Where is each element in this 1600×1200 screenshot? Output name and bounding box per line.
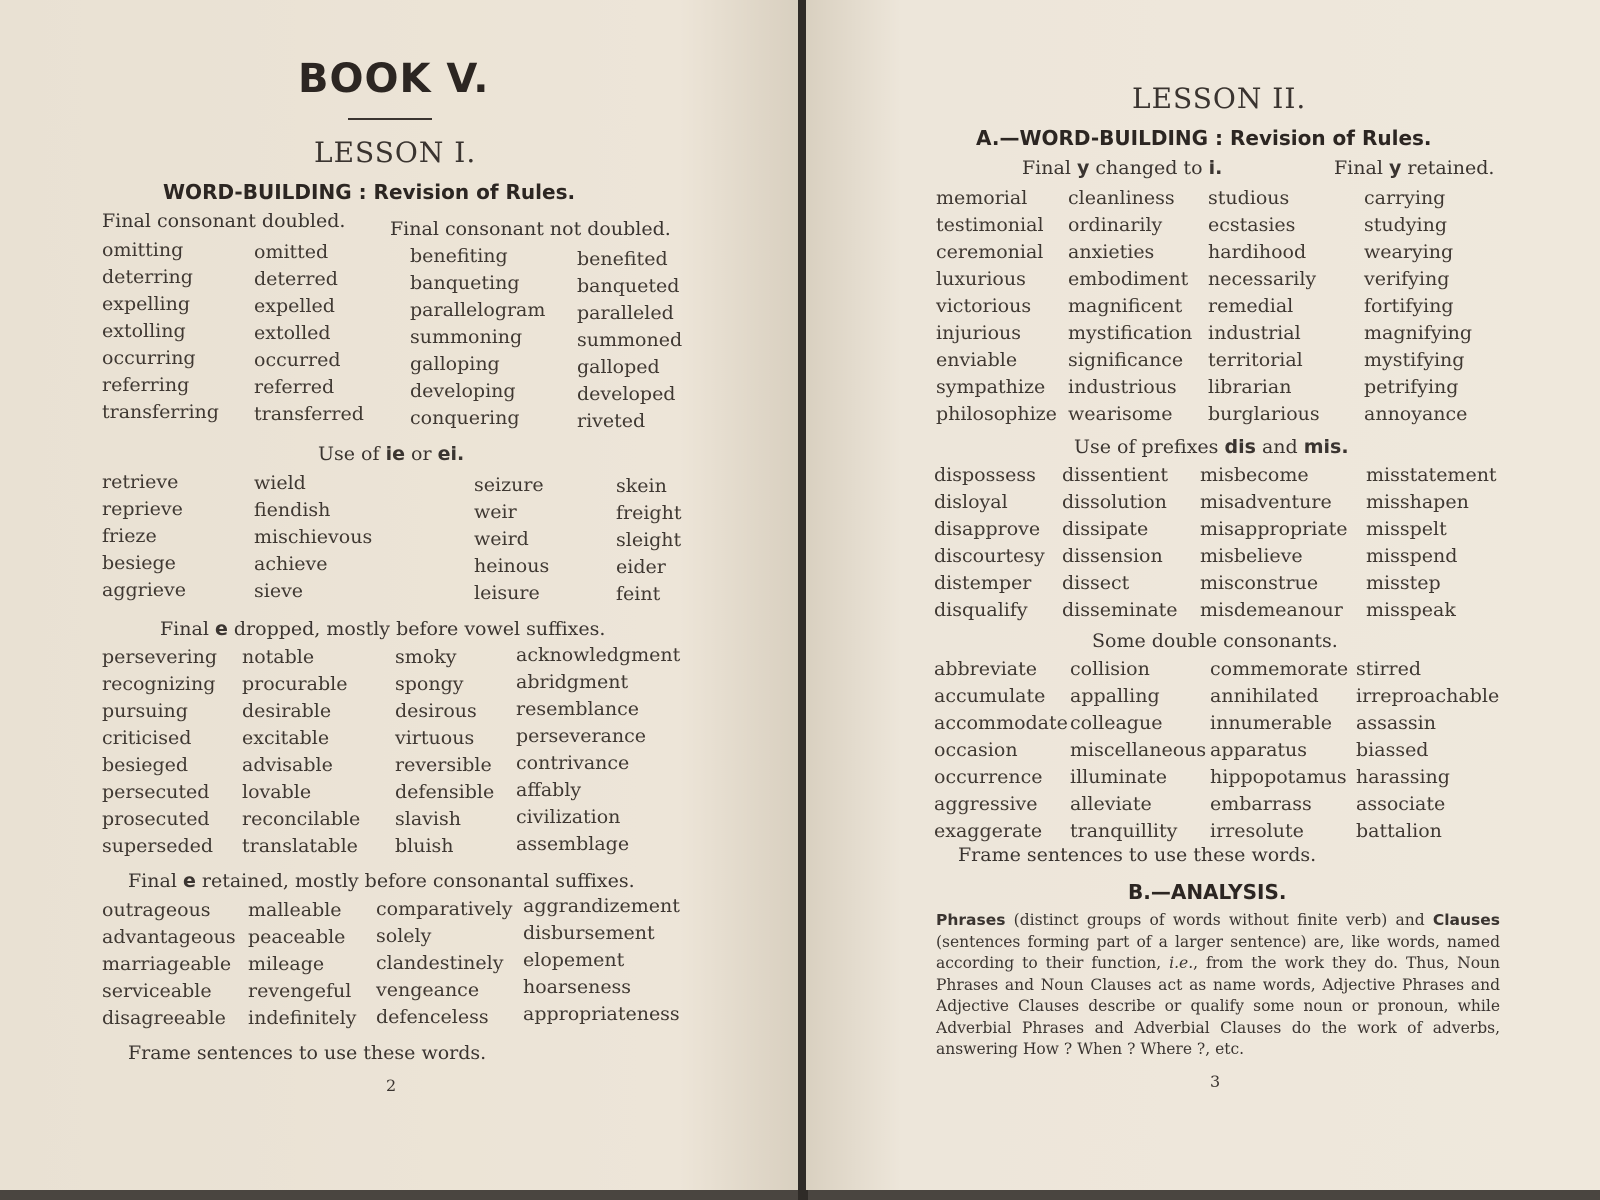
word: vengeance xyxy=(376,979,480,1001)
word: retrieve xyxy=(102,471,179,493)
word: eider xyxy=(616,556,666,578)
word: conquering xyxy=(410,407,520,429)
word-column xyxy=(102,897,236,1032)
lesson-title: LESSON II. xyxy=(1132,82,1307,115)
word: transferred xyxy=(254,403,364,425)
word: banqueting xyxy=(410,272,520,294)
word: irreproachable xyxy=(1356,685,1500,707)
term-phrases: Phrases xyxy=(936,911,1006,929)
text: Use of xyxy=(318,443,386,465)
word: hoarseness xyxy=(523,976,632,998)
word-column xyxy=(1210,656,1348,845)
word: embodiment xyxy=(1068,268,1189,290)
word: notable xyxy=(242,646,315,668)
word-column xyxy=(936,185,1057,428)
word-column xyxy=(1356,656,1499,845)
word: occurrence xyxy=(934,766,1043,788)
word-column xyxy=(242,644,360,860)
word: assassin xyxy=(1356,712,1436,734)
word: enviable xyxy=(936,349,1018,371)
word: transferring xyxy=(102,401,219,423)
word: excitable xyxy=(242,727,330,749)
analysis-paragraph xyxy=(936,910,1500,1061)
word: revengeful xyxy=(248,980,352,1002)
word-column xyxy=(1366,462,1497,624)
text: Final xyxy=(1022,157,1077,179)
word: magnifying xyxy=(1364,322,1473,344)
word: superseded xyxy=(102,835,214,857)
word: disagreeable xyxy=(102,1007,226,1029)
subheading-e-retained xyxy=(128,870,635,892)
word: associate xyxy=(1356,793,1446,815)
word: tranquillity xyxy=(1070,820,1178,842)
word: persevering xyxy=(102,646,218,668)
word-column xyxy=(474,472,549,607)
word: disseminate xyxy=(1062,599,1178,621)
word: disqualify xyxy=(934,599,1028,621)
word: ceremonial xyxy=(936,241,1044,263)
word: bluish xyxy=(395,835,454,857)
text: changed to xyxy=(1089,157,1209,179)
text: Final xyxy=(1334,157,1389,179)
word: summoning xyxy=(410,326,523,348)
word: misstep xyxy=(1366,572,1441,594)
word: misdemeanour xyxy=(1200,599,1343,621)
word: miscellaneous xyxy=(1070,739,1207,761)
word: persecuted xyxy=(102,781,210,803)
text: y xyxy=(1076,157,1090,179)
word: memorial xyxy=(936,187,1028,209)
word: banqueted xyxy=(577,275,680,297)
word: magnificent xyxy=(1068,295,1183,317)
word: collision xyxy=(1070,658,1150,680)
subheading-double-consonants: Some double consonants. xyxy=(1092,630,1338,652)
word: misspeak xyxy=(1366,599,1456,621)
word: misbelieve xyxy=(1200,545,1303,567)
word: burglarious xyxy=(1208,403,1320,425)
word: procurable xyxy=(242,673,348,695)
word: occurred xyxy=(254,349,341,371)
word: feint xyxy=(616,583,661,605)
text: Final xyxy=(160,618,215,640)
wordbuilding-label: WORD-BUILDING : xyxy=(163,180,367,204)
word: necessarily xyxy=(1208,268,1317,290)
word: biassed xyxy=(1356,739,1429,761)
word: irresolute xyxy=(1210,820,1304,842)
word-column xyxy=(934,462,1045,624)
word: acknowledgment xyxy=(516,644,681,666)
text: or xyxy=(404,443,438,465)
word: smoky xyxy=(395,646,457,668)
word: reversible xyxy=(395,754,492,776)
word: testimonial xyxy=(936,214,1044,236)
word: lovable xyxy=(242,781,312,803)
word-column xyxy=(102,644,217,860)
word: outrageous xyxy=(102,899,211,921)
word: exaggerate xyxy=(934,820,1043,842)
subheading-ie-ei xyxy=(318,443,464,465)
word: defensible xyxy=(395,781,495,803)
word: dissipate xyxy=(1062,518,1149,540)
frame-sentences-note: Frame sentences to use these words. xyxy=(958,844,1317,866)
word: dissect xyxy=(1062,572,1130,594)
word: embarrass xyxy=(1210,793,1312,815)
word-column xyxy=(248,897,356,1032)
word: sleight xyxy=(616,529,682,551)
word: fiendish xyxy=(254,499,331,521)
word: skein xyxy=(616,475,667,497)
word: battalion xyxy=(1356,820,1442,842)
word: advisable xyxy=(242,754,333,776)
word-column xyxy=(395,644,494,860)
word: misspend xyxy=(1366,545,1458,567)
text: , from the work they do. Thus, Noun Phrases and Noun Clauses act as name words, Adjective Phrases and Adjective Clauses describe or qualify some noun or pronoun, while Adverbial Phrases and Adverbial Clauses do the work of adverbs, answering How ? When ? Where ?, etc. xyxy=(936,954,1500,1058)
word: significance xyxy=(1068,349,1184,371)
word-column xyxy=(1208,185,1320,428)
word: alleviate xyxy=(1070,793,1152,815)
word: annoyance xyxy=(1364,403,1468,425)
word: galloping xyxy=(410,353,500,375)
word: discourtesy xyxy=(934,545,1045,567)
word: ordinarily xyxy=(1068,214,1163,236)
word: slavish xyxy=(395,808,461,830)
wordbuilding-label: A.—WORD-BUILDING : xyxy=(976,126,1224,150)
text: (sentences forming part of a larger sentence) are, like words, named according to their function, xyxy=(936,932,1500,972)
left-page xyxy=(0,0,800,1190)
word: perseverance xyxy=(516,725,646,747)
text: dropped, mostly before vowel suffixes. xyxy=(227,618,606,640)
word: aggrandizement xyxy=(523,895,680,917)
word: contrivance xyxy=(516,752,630,774)
word: wield xyxy=(254,472,306,494)
word: affably xyxy=(516,779,582,801)
word: assemblage xyxy=(516,833,630,855)
word: parallelogram xyxy=(410,299,546,321)
word: benefiting xyxy=(410,245,508,267)
word: extolling xyxy=(102,320,186,342)
word-column xyxy=(1364,185,1472,428)
word: misspelt xyxy=(1366,518,1447,540)
word: territorial xyxy=(1208,349,1303,371)
word: marriageable xyxy=(102,953,232,975)
word: mystification xyxy=(1068,322,1193,344)
section-heading xyxy=(163,180,575,204)
word: wearisome xyxy=(1068,403,1173,425)
word: translatable xyxy=(242,835,358,857)
text: Final xyxy=(128,870,183,892)
word: civilization xyxy=(516,806,621,828)
word: remedial xyxy=(1208,295,1294,317)
word: disloyal xyxy=(934,491,1008,513)
word: virtuous xyxy=(395,727,475,749)
word-column xyxy=(254,239,364,428)
word: criticised xyxy=(102,727,192,749)
analysis-heading: B.—ANALYSIS. xyxy=(1128,880,1287,904)
frame-sentences-note: Frame sentences to use these words. xyxy=(128,1042,487,1064)
word: misconstrue xyxy=(1200,572,1319,594)
word-column xyxy=(376,896,513,1031)
word: hardihood xyxy=(1208,241,1307,263)
word: spongy xyxy=(395,673,464,695)
word: mileage xyxy=(248,953,325,975)
word: reprieve xyxy=(102,498,183,520)
word: resemblance xyxy=(516,698,640,720)
page-number: 3 xyxy=(1210,1072,1221,1091)
word: verifying xyxy=(1364,268,1450,290)
word: comparatively xyxy=(376,898,513,920)
word-column xyxy=(1062,462,1178,624)
word: fortifying xyxy=(1364,295,1454,317)
word: solely xyxy=(376,925,432,947)
text: i. xyxy=(1208,157,1223,179)
word: petrifying xyxy=(1364,376,1459,398)
word: benefited xyxy=(577,248,668,270)
word: disapprove xyxy=(934,518,1041,540)
title-divider xyxy=(348,118,432,120)
word: misadventure xyxy=(1200,491,1332,513)
word: wearying xyxy=(1364,241,1454,263)
subheading-prefixes xyxy=(1074,436,1349,458)
word: omitting xyxy=(102,239,184,261)
word: apparatus xyxy=(1210,739,1308,761)
word: harassing xyxy=(1356,766,1450,788)
word: dissension xyxy=(1062,545,1163,567)
word-column xyxy=(1200,462,1348,624)
word: referred xyxy=(254,376,335,398)
word-column xyxy=(516,642,680,858)
word: malleable xyxy=(248,899,342,921)
word: besiege xyxy=(102,552,176,574)
word: weir xyxy=(474,501,517,523)
word: indefinitely xyxy=(248,1007,357,1029)
text: e xyxy=(182,870,196,892)
word: besieged xyxy=(102,754,189,776)
word: stirred xyxy=(1356,658,1422,680)
word-column xyxy=(410,243,545,432)
word: accommodate xyxy=(934,712,1068,734)
word: studious xyxy=(1208,187,1290,209)
word: disbursement xyxy=(523,922,655,944)
word: prosecuted xyxy=(102,808,210,830)
term-clauses: Clauses xyxy=(1432,911,1500,929)
word: expelled xyxy=(254,295,335,317)
text: and xyxy=(1255,436,1304,458)
word: ecstasies xyxy=(1208,214,1296,236)
word: industrial xyxy=(1208,322,1301,344)
word: summoned xyxy=(577,329,683,351)
word: sympathize xyxy=(936,376,1046,398)
word: desirable xyxy=(242,700,332,722)
word: accumulate xyxy=(934,685,1046,707)
word: injurious xyxy=(936,322,1022,344)
word: deterring xyxy=(102,266,193,288)
subheading-not-doubled: Final consonant not doubled. xyxy=(390,218,671,240)
word: achieve xyxy=(254,553,328,575)
word: serviceable xyxy=(102,980,212,1002)
word: leisure xyxy=(474,582,540,604)
text: (distinct groups of words without finite verb) and xyxy=(1005,911,1433,929)
word: misappropriate xyxy=(1200,518,1348,540)
word: hippopotamus xyxy=(1210,766,1347,788)
word: weird xyxy=(474,528,529,550)
word: distemper xyxy=(934,572,1032,594)
text: ie xyxy=(385,443,405,465)
subheading-y-changed xyxy=(1022,157,1222,179)
page-number: 2 xyxy=(386,1076,397,1095)
word: illuminate xyxy=(1070,766,1168,788)
word-column xyxy=(616,473,681,608)
word: advantageous xyxy=(102,926,236,948)
word: developing xyxy=(410,380,516,402)
lesson-title: LESSON I. xyxy=(314,136,477,169)
word: studying xyxy=(1364,214,1447,236)
word: annihilated xyxy=(1210,685,1319,707)
word: riveted xyxy=(577,410,646,432)
word: sieve xyxy=(254,580,304,602)
word: freight xyxy=(616,502,682,524)
word: luxurious xyxy=(936,268,1026,290)
word: mischievous xyxy=(254,526,373,548)
word: misbecome xyxy=(1200,464,1309,486)
word: occasion xyxy=(934,739,1018,761)
subheading-y-retained xyxy=(1334,157,1494,179)
word: pursuing xyxy=(102,700,188,722)
word: dispossess xyxy=(934,464,1036,486)
word: appalling xyxy=(1070,685,1160,707)
word: cleanliness xyxy=(1068,187,1175,209)
word: industrious xyxy=(1068,376,1177,398)
subheading-e-dropped xyxy=(160,618,605,640)
word-column xyxy=(102,469,186,604)
word: appropriateness xyxy=(523,1003,680,1025)
word: deterred xyxy=(254,268,338,290)
word: anxieties xyxy=(1068,241,1155,263)
text: dis xyxy=(1224,436,1256,458)
book-title: BOOK V. xyxy=(298,56,490,102)
word: desirous xyxy=(395,700,477,722)
word: expelling xyxy=(102,293,190,315)
word: reconcilable xyxy=(242,808,361,830)
word: occurring xyxy=(102,347,196,369)
word-column xyxy=(577,246,682,435)
word: clandestinely xyxy=(376,952,504,974)
word: heinous xyxy=(474,555,550,577)
word: dissolution xyxy=(1062,491,1167,513)
word: commemorate xyxy=(1210,658,1349,680)
word: frieze xyxy=(102,525,157,547)
text: mis. xyxy=(1303,436,1349,458)
word-column xyxy=(102,237,219,426)
word: abbreviate xyxy=(934,658,1037,680)
word: innumerable xyxy=(1210,712,1332,734)
word: librarian xyxy=(1208,376,1292,398)
word: galloped xyxy=(577,356,660,378)
word: seizure xyxy=(474,474,544,496)
word-column xyxy=(523,893,680,1028)
word: paralleled xyxy=(577,302,674,324)
word: referring xyxy=(102,374,190,396)
text: i.e. xyxy=(1169,954,1194,972)
word: recognizing xyxy=(102,673,216,695)
word: dissentient xyxy=(1062,464,1169,486)
word: aggrieve xyxy=(102,579,187,601)
word: carrying xyxy=(1364,187,1446,209)
wordbuilding-rest: Revision of Rules. xyxy=(373,180,576,204)
word: defenceless xyxy=(376,1006,489,1028)
word: victorious xyxy=(936,295,1032,317)
word: elopement xyxy=(523,949,625,971)
word-column xyxy=(254,470,372,605)
text: ei. xyxy=(437,443,465,465)
word: philosophize xyxy=(936,403,1057,425)
text: e xyxy=(214,618,228,640)
text: Use of prefixes xyxy=(1074,436,1225,458)
word: misstatement xyxy=(1366,464,1497,486)
text: y xyxy=(1388,157,1402,179)
word-column xyxy=(1068,185,1192,428)
word-column xyxy=(1070,656,1206,845)
subheading-doubled: Final consonant doubled. xyxy=(102,210,346,232)
word: extolled xyxy=(254,322,331,344)
word: misshapen xyxy=(1366,491,1469,513)
text: retained. xyxy=(1401,157,1495,179)
word: mystifying xyxy=(1364,349,1465,371)
word: abridgment xyxy=(516,671,629,693)
wordbuilding-rest: Revision of Rules. xyxy=(1229,126,1432,150)
word: peaceable xyxy=(248,926,346,948)
word-column xyxy=(934,656,1068,845)
text: retained, mostly before consonantal suffixes. xyxy=(195,870,635,892)
word: omitted xyxy=(254,241,329,263)
section-heading xyxy=(976,126,1432,150)
word: colleague xyxy=(1070,712,1163,734)
word: aggressive xyxy=(934,793,1038,815)
word: developed xyxy=(577,383,676,405)
